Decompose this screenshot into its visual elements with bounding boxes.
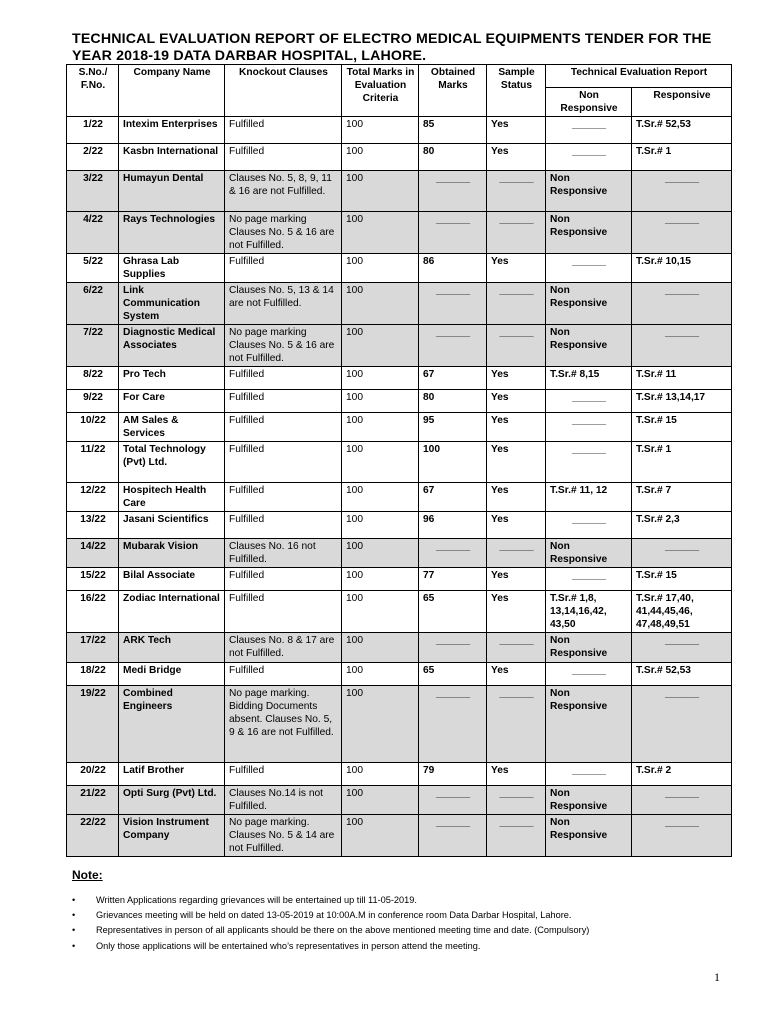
table-row <box>67 568 732 591</box>
cell-knockout: Fulfilled <box>225 442 342 483</box>
cell-responsive: ______ <box>632 283 732 325</box>
cell-non-responsive: ______ <box>546 663 632 686</box>
bullet-icon: • <box>72 895 76 905</box>
table-row <box>67 117 732 144</box>
note-text: Written Applications regarding grievances will be entertained up till 11-05-2019. <box>96 895 417 905</box>
cell-company: Hospitech Health Care <box>119 483 225 512</box>
cell-total-marks: 100 <box>342 763 419 786</box>
table-row <box>67 763 732 786</box>
cell-knockout: Fulfilled <box>225 413 342 442</box>
cell-total-marks: 100 <box>342 171 419 212</box>
cell-total-marks: 100 <box>342 483 419 512</box>
table-row <box>67 171 732 212</box>
cell-responsive: ______ <box>632 171 732 212</box>
header-responsive: Responsive <box>632 88 732 117</box>
page-number: 1 <box>714 970 720 984</box>
cell-total-marks: 100 <box>342 117 419 144</box>
cell-knockout: Fulfilled <box>225 483 342 512</box>
cell-company: Mubarak Vision <box>119 539 225 568</box>
cell-company: Bilal Associate <box>119 568 225 591</box>
cell-non-responsive: Non Responsive <box>546 325 632 367</box>
cell-sample-status: Yes <box>487 390 546 413</box>
cell-sample-status: Yes <box>487 117 546 144</box>
cell-company: Pro Tech <box>119 367 225 390</box>
cell-obtained-marks: 77 <box>419 568 487 591</box>
cell-non-responsive: Non Responsive <box>546 815 632 857</box>
note-item <box>72 908 732 923</box>
cell-obtained-marks: 96 <box>419 512 487 539</box>
cell-obtained-marks: ______ <box>419 283 487 325</box>
cell-sno: 7/22 <box>67 325 119 367</box>
table-row <box>67 254 732 283</box>
cell-responsive: T.Sr.# 15 <box>632 568 732 591</box>
table-row <box>67 591 732 633</box>
cell-sno: 12/22 <box>67 483 119 512</box>
table-row <box>67 686 732 763</box>
cell-knockout: Clauses No.14 is not Fulfilled. <box>225 786 342 815</box>
cell-responsive: T.Sr.# 1 <box>632 144 732 171</box>
cell-sno: 1/22 <box>67 117 119 144</box>
cell-responsive: T.Sr.# 52,53 <box>632 117 732 144</box>
cell-obtained-marks: ______ <box>419 686 487 763</box>
cell-knockout: Fulfilled <box>225 254 342 283</box>
note-text: Representatives in person of all applicants should be there on the above mentioned meeting time and date. (Compulsory) <box>96 925 590 936</box>
cell-company: Vision Instrument Company <box>119 815 225 857</box>
cell-knockout: Fulfilled <box>225 367 342 390</box>
table-row <box>67 390 732 413</box>
cell-total-marks: 100 <box>342 568 419 591</box>
cell-obtained-marks: 65 <box>419 663 487 686</box>
cell-total-marks: 100 <box>342 786 419 815</box>
cell-total-marks: 100 <box>342 686 419 763</box>
cell-total-marks: 100 <box>342 390 419 413</box>
evaluation-table <box>66 64 732 857</box>
cell-total-marks: 100 <box>342 325 419 367</box>
table-header-row <box>67 65 732 88</box>
cell-responsive: ______ <box>632 633 732 663</box>
cell-total-marks: 100 <box>342 442 419 483</box>
cell-knockout: Fulfilled <box>225 568 342 591</box>
cell-non-responsive: Non Responsive <box>546 212 632 254</box>
cell-sno: 15/22 <box>67 568 119 591</box>
cell-knockout: Clauses No. 5, 8, 9, 11 & 16 are not Fulfilled. <box>225 171 342 212</box>
cell-knockout: No page marking Clauses No. 5 & 16 are not Fulfilled. <box>225 212 342 254</box>
cell-non-responsive: Non Responsive <box>546 633 632 663</box>
cell-obtained-marks: ______ <box>419 633 487 663</box>
cell-responsive: T.Sr.# 15 <box>632 413 732 442</box>
table-row <box>67 413 732 442</box>
cell-knockout: Fulfilled <box>225 663 342 686</box>
cell-sample-status: Yes <box>487 591 546 633</box>
cell-responsive: T.Sr.# 13,14,17 <box>632 390 732 413</box>
cell-sno: 22/22 <box>67 815 119 857</box>
cell-company: Zodiac International <box>119 591 225 633</box>
cell-total-marks: 100 <box>342 539 419 568</box>
header-sno: S.No./ F.No. <box>67 65 119 117</box>
cell-sno: 3/22 <box>67 171 119 212</box>
cell-non-responsive: ______ <box>546 568 632 591</box>
cell-sno: 6/22 <box>67 283 119 325</box>
cell-sample-status: ______ <box>487 212 546 254</box>
cell-knockout: Fulfilled <box>225 512 342 539</box>
cell-non-responsive: Non Responsive <box>546 539 632 568</box>
table-row <box>67 325 732 367</box>
cell-sample-status: Yes <box>487 568 546 591</box>
note-text: Only those applications will be entertained who’s representatives in person attend the meeting. <box>96 940 481 951</box>
cell-obtained-marks: ______ <box>419 212 487 254</box>
table-row <box>67 283 732 325</box>
cell-knockout: No page marking Clauses No. 5 & 16 are not Fulfilled. <box>225 325 342 367</box>
cell-total-marks: 100 <box>342 663 419 686</box>
cell-sample-status: ______ <box>487 633 546 663</box>
cell-total-marks: 100 <box>342 815 419 857</box>
cell-responsive: ______ <box>632 786 732 815</box>
cell-non-responsive: Non Responsive <box>546 786 632 815</box>
cell-sno: 14/22 <box>67 539 119 568</box>
cell-responsive: ______ <box>632 815 732 857</box>
cell-sno: 18/22 <box>67 663 119 686</box>
cell-non-responsive: ______ <box>546 413 632 442</box>
cell-company: AM Sales & Services <box>119 413 225 442</box>
cell-total-marks: 100 <box>342 633 419 663</box>
cell-non-responsive: Non Responsive <box>546 171 632 212</box>
cell-knockout: Fulfilled <box>225 144 342 171</box>
cell-responsive: T.Sr.# 1 <box>632 442 732 483</box>
table-row <box>67 367 732 390</box>
cell-total-marks: 100 <box>342 254 419 283</box>
header-technical-evaluation-report: Technical Evaluation Report <box>546 65 732 88</box>
table-row <box>67 815 732 857</box>
cell-obtained-marks: ______ <box>419 539 487 568</box>
cell-sample-status: Yes <box>487 144 546 171</box>
header-total-marks: Total Marks in Evaluation Criteria <box>342 65 419 117</box>
cell-total-marks: 100 <box>342 212 419 254</box>
cell-non-responsive: Non Responsive <box>546 283 632 325</box>
cell-obtained-marks: 80 <box>419 144 487 171</box>
cell-company: Latif Brother <box>119 763 225 786</box>
cell-non-responsive: ______ <box>546 512 632 539</box>
cell-non-responsive: Non Responsive <box>546 686 632 763</box>
cell-sno: 9/22 <box>67 390 119 413</box>
cell-sample-status: Yes <box>487 413 546 442</box>
cell-responsive: ______ <box>632 539 732 568</box>
cell-obtained-marks: 65 <box>419 591 487 633</box>
notes-list <box>72 893 732 954</box>
cell-sno: 21/22 <box>67 786 119 815</box>
cell-responsive: T.Sr.# 17,40, 41,44,45,46, 47,48,49,51 <box>632 591 732 633</box>
cell-company: ARK Tech <box>119 633 225 663</box>
cell-sno: 20/22 <box>67 763 119 786</box>
cell-total-marks: 100 <box>342 367 419 390</box>
cell-obtained-marks: 86 <box>419 254 487 283</box>
cell-total-marks: 100 <box>342 591 419 633</box>
cell-responsive: T.Sr.# 2,3 <box>632 512 732 539</box>
cell-knockout: No page marking. Clauses No. 5 & 14 are not Fulfilled. <box>225 815 342 857</box>
header-sample-status: Sample Status <box>487 65 546 117</box>
cell-responsive: T.Sr.# 10,15 <box>632 254 732 283</box>
cell-obtained-marks: 80 <box>419 390 487 413</box>
cell-non-responsive: T.Sr.# 8,15 <box>546 367 632 390</box>
cell-obtained-marks: 67 <box>419 483 487 512</box>
cell-sno: 11/22 <box>67 442 119 483</box>
cell-non-responsive: ______ <box>546 390 632 413</box>
cell-responsive: ______ <box>632 212 732 254</box>
cell-non-responsive: ______ <box>546 144 632 171</box>
cell-obtained-marks: ______ <box>419 815 487 857</box>
cell-non-responsive: ______ <box>546 254 632 283</box>
cell-company: Link Communication System <box>119 283 225 325</box>
cell-sno: 17/22 <box>67 633 119 663</box>
cell-sample-status: Yes <box>487 442 546 483</box>
header-company: Company Name <box>119 65 225 117</box>
cell-sample-status: ______ <box>487 171 546 212</box>
note-item <box>72 923 732 938</box>
cell-sample-status: ______ <box>487 539 546 568</box>
cell-sno: 19/22 <box>67 686 119 763</box>
cell-knockout: No page marking. Bidding Documents absent. Clauses No. 5, 9 & 16 are not Fulfilled. <box>225 686 342 763</box>
cell-company: Total Technology (Pvt) Ltd. <box>119 442 225 483</box>
table-row <box>67 512 732 539</box>
cell-sample-status: Yes <box>487 367 546 390</box>
cell-sno: 16/22 <box>67 591 119 633</box>
cell-non-responsive: ______ <box>546 117 632 144</box>
cell-sample-status: Yes <box>487 512 546 539</box>
cell-sno: 13/22 <box>67 512 119 539</box>
cell-sample-status: ______ <box>487 686 546 763</box>
cell-sample-status: Yes <box>487 254 546 283</box>
cell-sno: 2/22 <box>67 144 119 171</box>
cell-knockout: Clauses No. 16 not Fulfilled. <box>225 539 342 568</box>
cell-obtained-marks: ______ <box>419 171 487 212</box>
cell-obtained-marks: ______ <box>419 786 487 815</box>
header-knockout: Knockout Clauses <box>225 65 342 117</box>
cell-responsive: ______ <box>632 686 732 763</box>
cell-company: Medi Bridge <box>119 663 225 686</box>
cell-responsive: T.Sr.# 2 <box>632 763 732 786</box>
table-body <box>67 117 732 857</box>
note-heading: Note: <box>72 868 103 882</box>
cell-company: Rays Technologies <box>119 212 225 254</box>
cell-sample-status: Yes <box>487 663 546 686</box>
cell-total-marks: 100 <box>342 144 419 171</box>
cell-sno: 5/22 <box>67 254 119 283</box>
cell-company: Kasbn International <box>119 144 225 171</box>
header-obtained-marks: Obtained Marks <box>419 65 487 117</box>
cell-obtained-marks: 67 <box>419 367 487 390</box>
cell-obtained-marks: ______ <box>419 325 487 367</box>
cell-responsive: ______ <box>632 325 732 367</box>
cell-company: Jasani Scientifics <box>119 512 225 539</box>
table-row <box>67 212 732 254</box>
cell-obtained-marks: 95 <box>419 413 487 442</box>
table-row <box>67 663 732 686</box>
document-title: TECHNICAL EVALUATION REPORT OF ELECTRO MEDICAL EQUIPMENTS TENDER FOR THE YEAR 2018-19 DATA DARBAR HOSPITAL, LAHORE. <box>72 31 712 64</box>
bullet-icon: • <box>72 940 76 951</box>
cell-total-marks: 100 <box>342 413 419 442</box>
cell-sample-status: ______ <box>487 815 546 857</box>
cell-responsive: T.Sr.# 11 <box>632 367 732 390</box>
cell-knockout: Fulfilled <box>225 390 342 413</box>
cell-sample-status: ______ <box>487 283 546 325</box>
cell-knockout: Fulfilled <box>225 763 342 786</box>
cell-knockout: Fulfilled <box>225 117 342 144</box>
table-row <box>67 144 732 171</box>
table-row <box>67 633 732 663</box>
cell-non-responsive: T.Sr.# 11, 12 <box>546 483 632 512</box>
cell-knockout: Clauses No. 5, 13 & 14 are not Fulfilled. <box>225 283 342 325</box>
cell-knockout: Clauses No. 8 & 17 are not Fulfilled. <box>225 633 342 663</box>
note-text: Grievances meeting will be held on dated 13-05-2019 at 10:00A.M in conference room Data Darbar Hospital, Lahore. <box>96 910 572 921</box>
cell-responsive: T.Sr.# 7 <box>632 483 732 512</box>
table-row <box>67 442 732 483</box>
cell-obtained-marks: 85 <box>419 117 487 144</box>
cell-sample-status: Yes <box>487 483 546 512</box>
cell-total-marks: 100 <box>342 283 419 325</box>
table-row <box>67 539 732 568</box>
cell-knockout: Fulfilled <box>225 591 342 633</box>
cell-company: Combined Engineers <box>119 686 225 763</box>
cell-non-responsive: ______ <box>546 442 632 483</box>
cell-sno: 10/22 <box>67 413 119 442</box>
cell-non-responsive: ______ <box>546 763 632 786</box>
cell-total-marks: 100 <box>342 512 419 539</box>
header-non-responsive: Non Responsive <box>546 88 632 117</box>
cell-sample-status: ______ <box>487 786 546 815</box>
cell-responsive: T.Sr.# 52,53 <box>632 663 732 686</box>
cell-company: Opti Surg (Pvt) Ltd. <box>119 786 225 815</box>
note-item <box>72 939 732 954</box>
cell-company: Humayun Dental <box>119 171 225 212</box>
note-item <box>72 893 732 908</box>
table-row <box>67 786 732 815</box>
cell-non-responsive: T.Sr.# 1,8, 13,14,16,42, 43,50 <box>546 591 632 633</box>
cell-obtained-marks: 100 <box>419 442 487 483</box>
cell-company: Ghrasa Lab Supplies <box>119 254 225 283</box>
cell-sample-status: Yes <box>487 763 546 786</box>
table-row <box>67 483 732 512</box>
cell-company: Diagnostic Medical Associates <box>119 325 225 367</box>
cell-company: Intexim Enterprises <box>119 117 225 144</box>
cell-sample-status: ______ <box>487 325 546 367</box>
cell-sno: 4/22 <box>67 212 119 254</box>
bullet-icon: • <box>72 925 76 936</box>
cell-obtained-marks: 79 <box>419 763 487 786</box>
cell-sno: 8/22 <box>67 367 119 390</box>
cell-company: For Care <box>119 390 225 413</box>
bullet-icon: • <box>72 910 76 921</box>
